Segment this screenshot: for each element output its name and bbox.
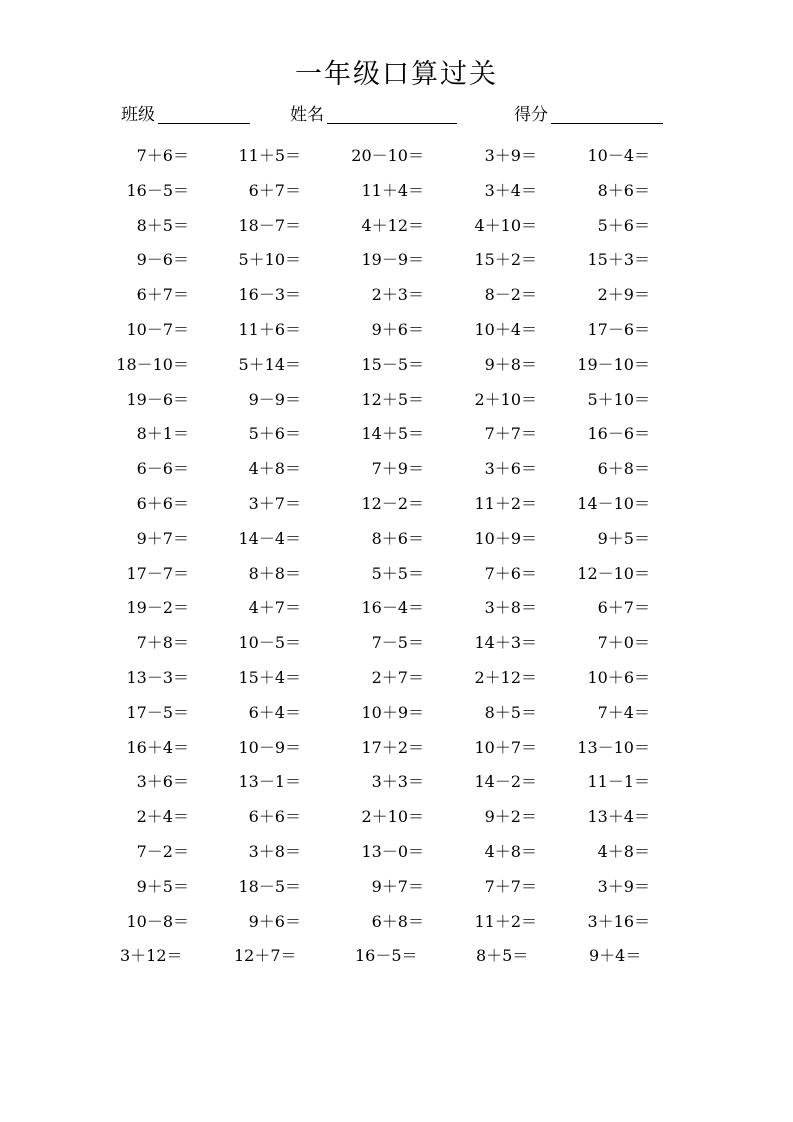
problem-r19-c4: 14－2＝ [474, 772, 537, 792]
problem-r22-c2: 18－5＝ [238, 876, 301, 896]
problem-r12-c3: 8＋6＝ [371, 528, 424, 548]
problem-r4-c3: 19－9＝ [361, 250, 424, 270]
problem-r6-c2: 11＋6＝ [238, 320, 301, 339]
problem-r15-c3: 7－5＝ [371, 633, 424, 653]
problem-r1-c4: 3＋9＝ [484, 146, 537, 165]
problem-r15-c1: 7＋8＝ [136, 633, 189, 653]
problem-r22-c1: 9＋5＝ [136, 876, 189, 896]
problem-r9-c3: 14＋5＝ [361, 424, 424, 444]
problem-r20-c2: 6＋6＝ [248, 807, 301, 827]
problem-r21-c1: 7－2＝ [136, 842, 189, 861]
problem-r21-c4: 4＋8＝ [484, 842, 537, 861]
problem-r19-c3: 3＋3＝ [371, 772, 424, 792]
problem-r3-c2: 18－7＝ [238, 215, 301, 235]
problem-r17-c1: 17－5＝ [126, 702, 189, 722]
problem-r17-c2: 6＋4＝ [248, 702, 301, 722]
problem-r17-c5: 7＋4＝ [597, 702, 650, 722]
problem-r22-c3: 9＋7＝ [371, 876, 424, 896]
problem-last-c5: 9＋4＝ [589, 946, 642, 966]
problem-r19-c1: 3＋6＝ [136, 772, 189, 792]
problem-r18-c1: 16＋4＝ [126, 737, 189, 757]
class-label: 班级 [121, 105, 155, 125]
problem-r14-c2: 4＋7＝ [248, 598, 301, 618]
problem-r18-c2: 10－9＝ [238, 737, 301, 757]
problem-r14-c1: 19－2＝ [126, 598, 189, 618]
problem-r16-c3: 2＋7＝ [371, 668, 424, 687]
problem-r17-c4: 8＋5＝ [484, 702, 537, 722]
problem-r3-c4: 4＋10＝ [474, 215, 537, 235]
score-label: 得分 [514, 105, 548, 125]
problem-r14-c4: 3＋8＝ [484, 598, 537, 618]
problem-r7-c5: 19－10＝ [577, 354, 650, 374]
problem-r16-c4: 2＋12＝ [474, 668, 537, 687]
problem-r20-c3: 2＋10＝ [361, 807, 424, 827]
problem-r21-c3: 13－0＝ [361, 842, 424, 861]
problem-r5-c1: 6＋7＝ [136, 285, 189, 305]
problem-r18-c3: 17＋2＝ [361, 737, 424, 757]
problem-last-c1: 3＋12＝ [120, 946, 183, 966]
problem-r5-c5: 2＋9＝ [597, 285, 650, 305]
problem-r7-c2: 5＋14＝ [238, 354, 301, 374]
problem-r19-c5: 11－1＝ [587, 772, 650, 792]
problem-r3-c1: 8＋5＝ [136, 215, 189, 235]
problem-r19-c2: 13－1＝ [238, 772, 301, 792]
problem-r18-c5: 13－10＝ [577, 737, 650, 757]
problem-r8-c2: 9－9＝ [248, 389, 301, 409]
problem-r14-c3: 16－4＝ [361, 598, 424, 618]
problem-r5-c2: 16－3＝ [238, 285, 301, 305]
problem-r2-c4: 3＋4＝ [484, 180, 537, 200]
problem-last-c3: 16－5＝ [355, 946, 418, 966]
problem-r1-c1: 7＋6＝ [136, 146, 189, 165]
problem-r20-c4: 9＋2＝ [484, 807, 537, 827]
problem-r23-c5: 3＋16＝ [587, 911, 650, 931]
problem-r22-c5: 3＋9＝ [597, 876, 650, 896]
problem-r15-c5: 7＋0＝ [597, 633, 650, 653]
problem-r8-c5: 5＋10＝ [587, 389, 650, 409]
problem-r6-c5: 17－6＝ [587, 320, 650, 339]
problem-r10-c2: 4＋8＝ [248, 459, 301, 479]
problem-r10-c1: 6－6＝ [136, 459, 189, 479]
problem-r11-c4: 11＋2＝ [474, 494, 537, 513]
problem-r4-c1: 9－6＝ [136, 250, 189, 270]
problem-r7-c3: 15－5＝ [361, 354, 424, 374]
problem-r2-c2: 6＋7＝ [248, 180, 301, 200]
problem-last-c2: 12＋7＝ [234, 946, 297, 966]
problem-r16-c5: 10＋6＝ [587, 668, 650, 687]
problem-r1-c3: 20－10＝ [351, 146, 424, 165]
problem-r8-c3: 12＋5＝ [361, 389, 424, 409]
problem-r10-c3: 7＋9＝ [371, 459, 424, 479]
problem-r2-c1: 16－5＝ [126, 180, 189, 200]
problem-r3-c3: 4＋12＝ [361, 215, 424, 235]
problem-r16-c2: 15＋4＝ [238, 668, 301, 687]
problem-r12-c1: 9＋7＝ [136, 528, 189, 548]
problem-r15-c2: 10－5＝ [238, 633, 301, 653]
problem-r12-c4: 10＋9＝ [474, 528, 537, 548]
problem-r23-c4: 11＋2＝ [474, 911, 537, 931]
page-title: 一年级口算过关 [295, 59, 498, 90]
problem-r20-c1: 2＋4＝ [136, 807, 189, 827]
problem-r23-c3: 6＋8＝ [371, 911, 424, 931]
problem-r10-c4: 3＋6＝ [484, 459, 537, 479]
problem-r4-c5: 15＋3＝ [587, 250, 650, 270]
problem-last-c4: 8＋5＝ [476, 946, 529, 966]
problem-r8-c4: 2＋10＝ [474, 389, 537, 409]
problem-r21-c2: 3＋8＝ [248, 842, 301, 861]
problem-r23-c2: 9＋6＝ [248, 911, 301, 931]
problem-r16-c1: 13－3＝ [126, 668, 189, 687]
problem-r5-c3: 2＋3＝ [371, 285, 424, 305]
name-label: 姓名 [290, 105, 324, 125]
problem-r11-c1: 6＋6＝ [136, 494, 189, 513]
problem-r11-c5: 14－10＝ [577, 494, 650, 513]
problem-r18-c4: 10＋7＝ [474, 737, 537, 757]
problem-r6-c1: 10－7＝ [126, 320, 189, 339]
problem-r11-c3: 12－2＝ [361, 494, 424, 513]
problem-r9-c5: 16－6＝ [587, 424, 650, 444]
problem-r9-c2: 5＋6＝ [248, 424, 301, 444]
problem-r20-c5: 13＋4＝ [587, 807, 650, 827]
problem-r12-c5: 9＋5＝ [597, 528, 650, 548]
problem-r9-c1: 8＋1＝ [136, 424, 189, 444]
problem-r17-c3: 10＋9＝ [361, 702, 424, 722]
problem-r7-c1: 18－10＝ [116, 354, 189, 374]
problem-r12-c2: 14－4＝ [238, 528, 301, 548]
problem-r21-c5: 4＋8＝ [597, 842, 650, 861]
problem-r6-c3: 9＋6＝ [371, 320, 424, 339]
problem-r13-c5: 12－10＝ [577, 563, 650, 583]
problem-r13-c3: 5＋5＝ [371, 563, 424, 583]
problem-r10-c5: 6＋8＝ [597, 459, 650, 479]
problem-r11-c2: 3＋7＝ [248, 494, 301, 513]
problem-r2-c3: 11＋4＝ [361, 180, 424, 200]
problem-r8-c1: 19－6＝ [126, 389, 189, 409]
problem-r14-c5: 6＋7＝ [597, 598, 650, 618]
problem-r1-c2: 11＋5＝ [238, 146, 301, 165]
problem-r3-c5: 5＋6＝ [597, 215, 650, 235]
problem-r4-c2: 5＋10＝ [238, 250, 301, 270]
problem-r5-c4: 8－2＝ [484, 285, 537, 305]
problem-r4-c4: 15＋2＝ [474, 250, 537, 270]
problem-r15-c4: 14＋3＝ [474, 633, 537, 653]
problem-r13-c1: 17－7＝ [126, 563, 189, 583]
problem-r13-c4: 7＋6＝ [484, 563, 537, 583]
problem-r22-c4: 7＋7＝ [484, 876, 537, 896]
problem-r1-c5: 10－4＝ [587, 146, 650, 165]
problem-r6-c4: 10＋4＝ [474, 320, 537, 339]
problem-r7-c4: 9＋8＝ [484, 354, 537, 374]
problem-r9-c4: 7＋7＝ [484, 424, 537, 444]
problem-r13-c2: 8＋8＝ [248, 563, 301, 583]
problem-r2-c5: 8＋6＝ [597, 180, 650, 200]
problem-r23-c1: 10－8＝ [126, 911, 189, 931]
